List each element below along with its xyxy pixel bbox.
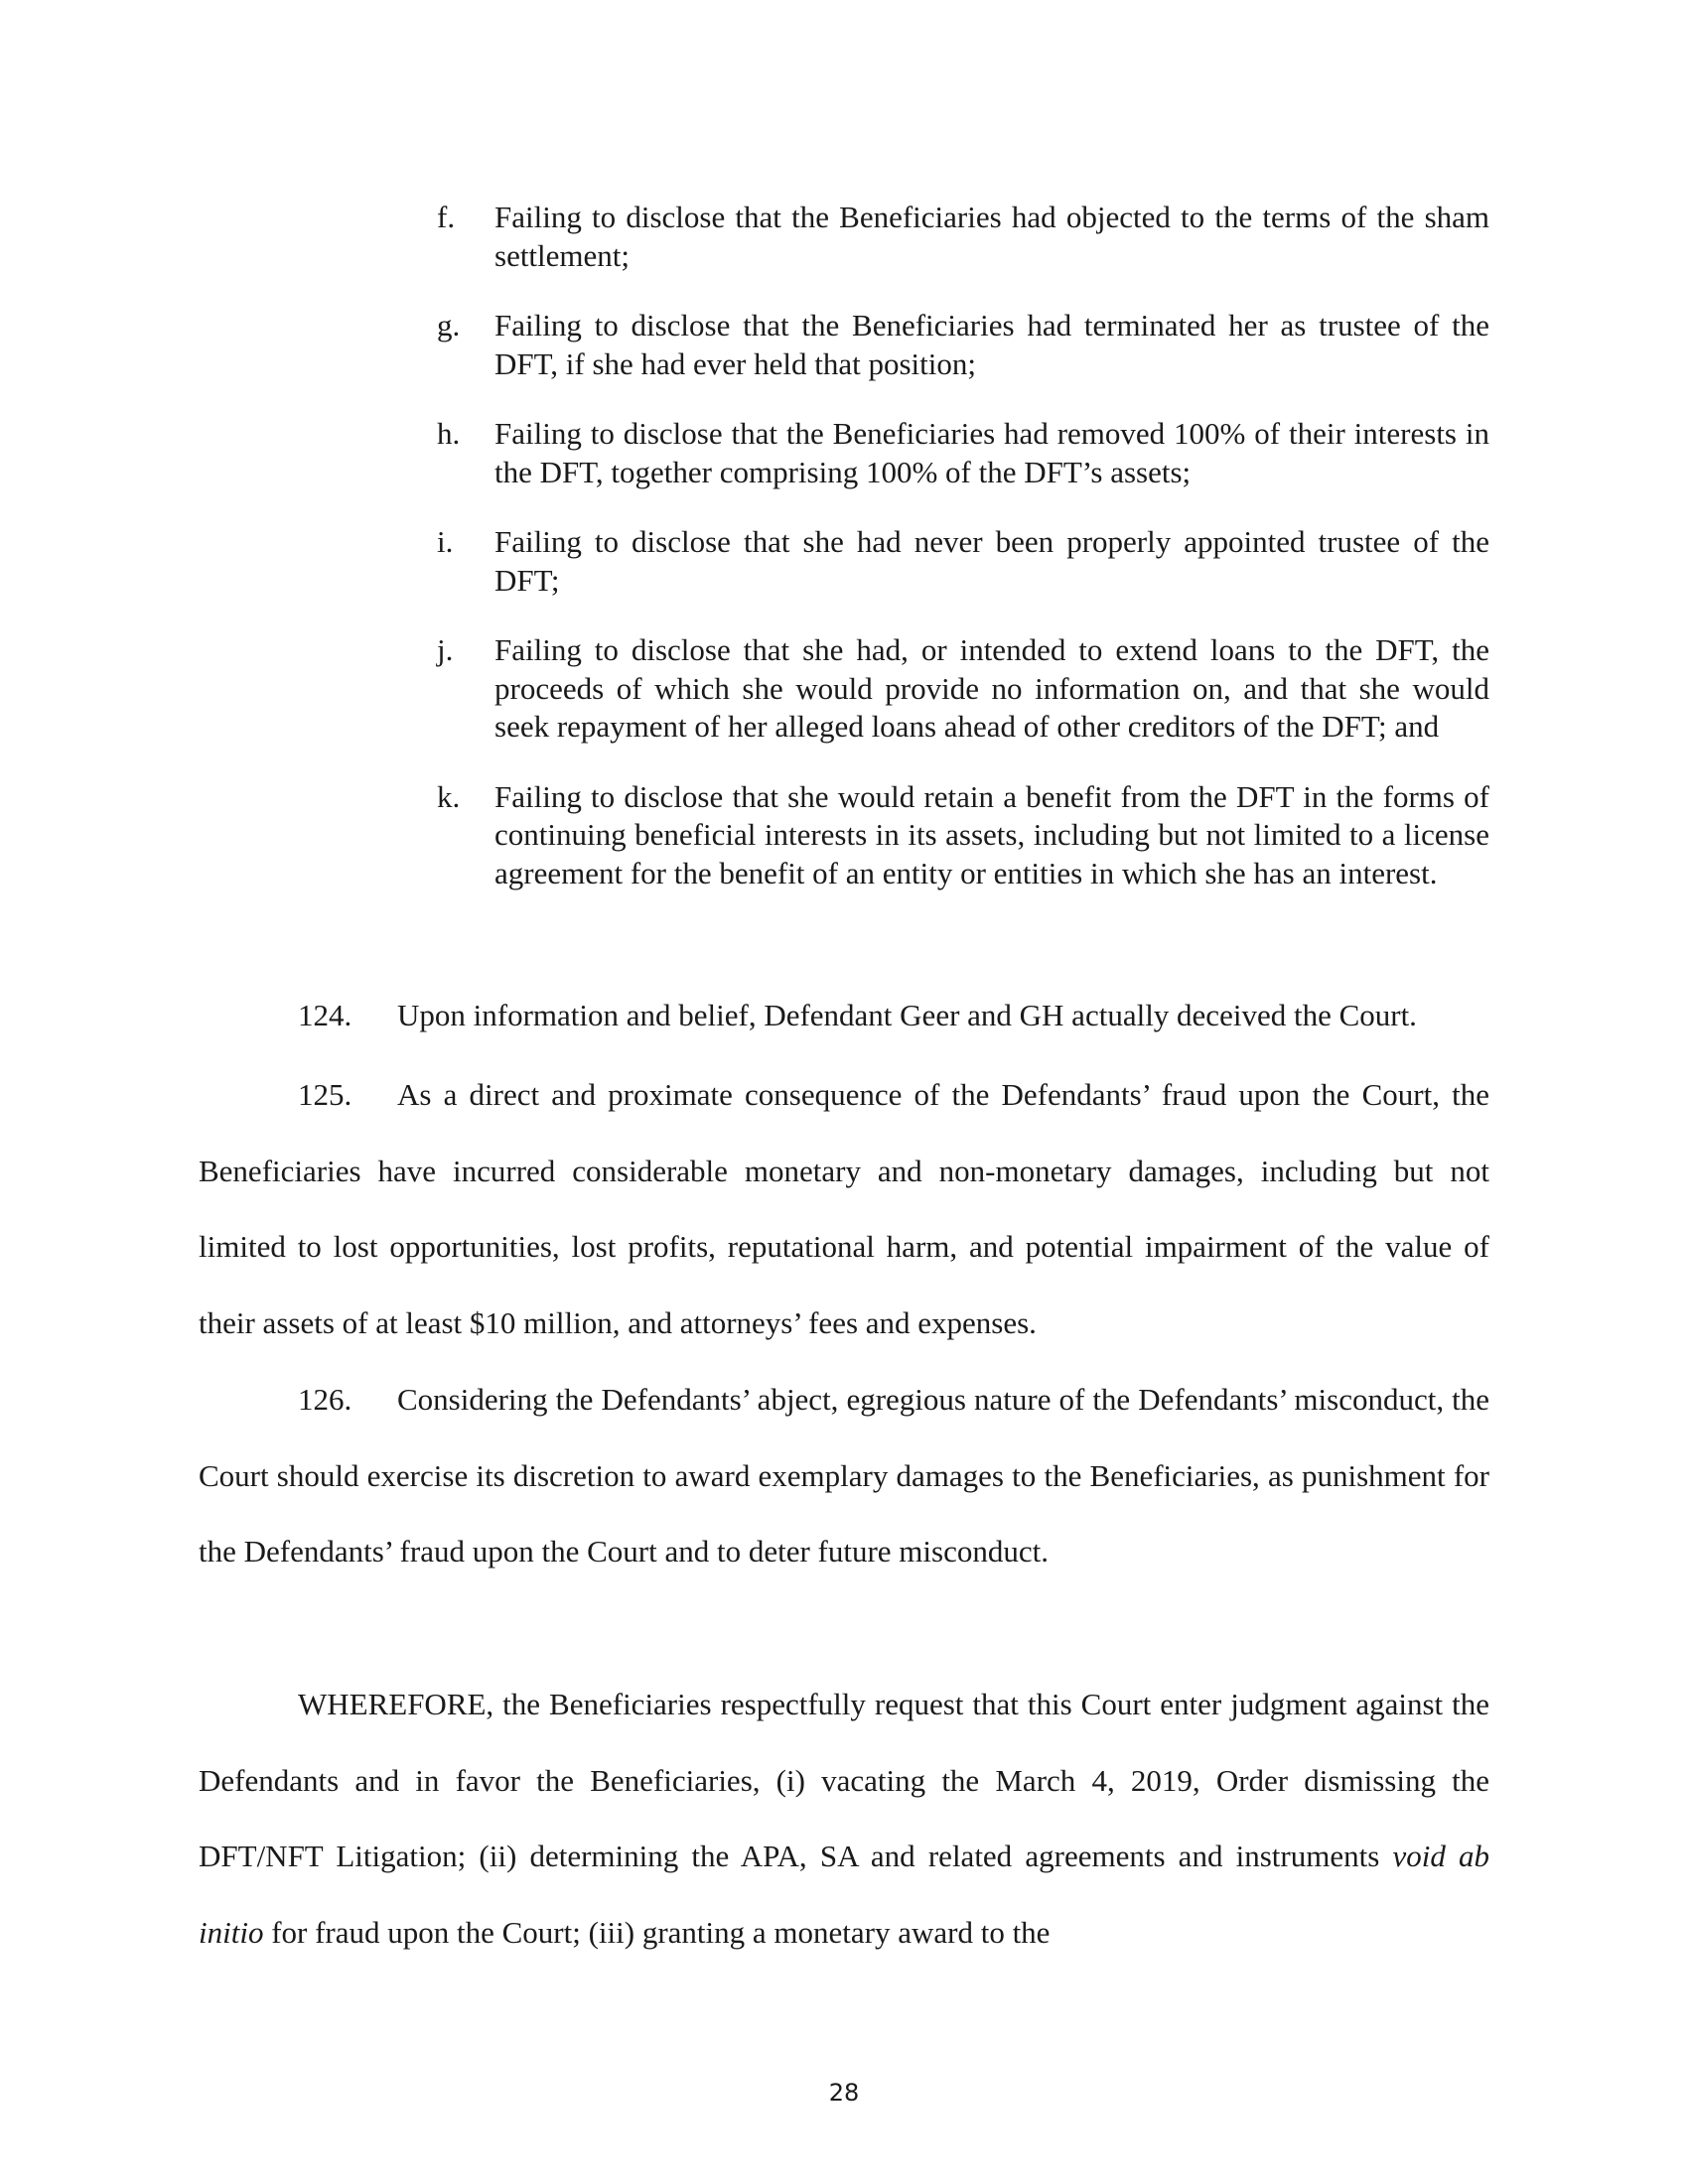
sub-item-text: Failing to disclose that she had never been properly appointed trustee of the DFT; [494, 524, 1489, 598]
sub-item-text: Failing to disclose that she would retain a benefit from the DFT in the forms of continuing beneficial interests in its assets, including but not limited to a license agreement for the benefit of an entity or entities in which she has an interest. [494, 778, 1489, 890]
wherefore-text-end: for fraud upon the Court; (iii) granting a monetary award to the [263, 1914, 1051, 1950]
sub-item-marker: h. [437, 416, 461, 451]
sub-item-marker: i. [437, 524, 454, 559]
sub-item-text: Failing to disclose that the Beneficiaries had objected to the terms of the sham settlement; [494, 200, 1489, 273]
lettered-sub-list [437, 199, 1489, 924]
sub-item-text: Failing to disclose that she had, or intended to extend loans to the DFT, the proceeds of which she would provide no information on, and that she would seek repayment of her alleged loans ahead of other creditors of the DFT; and [494, 632, 1489, 744]
sub-item-g [437, 307, 1489, 383]
paragraph-text: Upon information and belief, Defendant Geer and GH actually deceived the Court. [397, 998, 1417, 1032]
paragraph-126 [199, 1362, 1489, 1590]
sub-item-marker: f. [437, 200, 456, 234]
paragraph-number: 124. [298, 998, 352, 1032]
sub-item-text: Failing to disclose that the Beneficiaries had removed 100% of their interests in the DFT, together comprising 100% of the DFT’s assets; [494, 416, 1489, 489]
paragraph-text: As a direct and proximate consequence of the Defendants’ fraud upon the Court, the Beneficiaries have incurred considerable monetary and non-monetary damages, including but not limited to lost opportunities, lost profits, reputational harm, and potential impairment of the value of their assets of at least $10 million, and attorneys’ fees and expenses. [199, 1077, 1489, 1340]
paragraph-125 [199, 1057, 1489, 1361]
paragraph-text: Considering the Defendants’ abject, egregious nature of the Defendants’ misconduct, the Court should exercise its discretion to award exemplary damages to the Beneficiaries, as punishment for the Defendants’ fraud upon the Court and to deter future misconduct. [199, 1382, 1489, 1569]
sub-item-marker: k. [437, 778, 461, 814]
sub-item-marker: j. [437, 632, 454, 667]
wherefore-italic-phrase: void ab initio [199, 1839, 1489, 1950]
sub-item-j [437, 631, 1489, 747]
page-number: 28 [828, 2079, 860, 2107]
sub-item-text: Failing to disclose that the Beneficiaries had terminated her as trustee of the DFT, if she had ever held that position; [494, 308, 1489, 381]
sub-item-k [437, 778, 1489, 893]
paragraph-124 [199, 997, 1489, 1034]
wherefore-paragraph [199, 1667, 1489, 1971]
sub-item-f [437, 199, 1489, 275]
sub-item-h [437, 415, 1489, 491]
paragraph-number: 125. [298, 1077, 352, 1112]
sub-item-i [437, 523, 1489, 600]
wherefore-text-start: WHEREFORE, the Beneficiaries respectfully request that this Court enter judgment against the Defendants and in favor the Beneficiaries, (i) vacating the March 4, 2019, Order dismissing the DFT/NFT Litigation; (ii) determining the APA, SA and related agreements and instruments [199, 1687, 1489, 1873]
paragraph-number: 126. [298, 1382, 352, 1417]
sub-item-marker: g. [437, 308, 461, 342]
